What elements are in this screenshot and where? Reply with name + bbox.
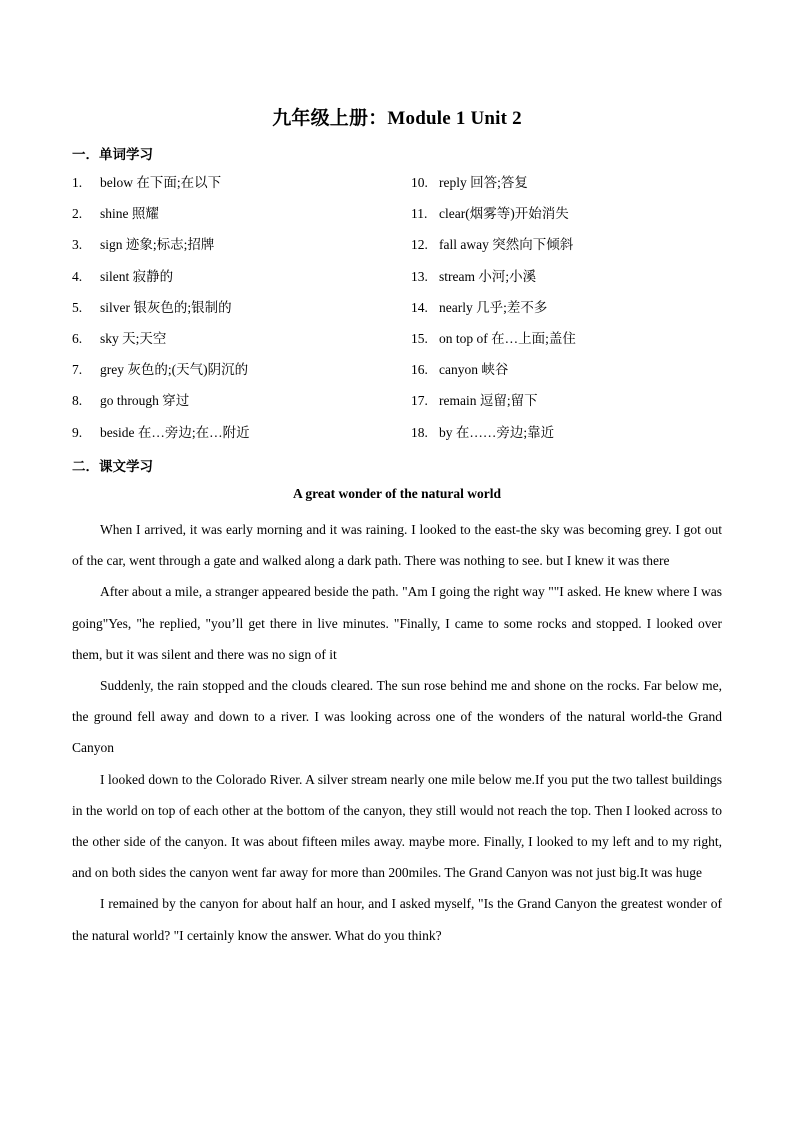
vocab-entry: grey 灰色的;(天气)阴沉的 bbox=[100, 362, 249, 378]
vocab-entry: canyon 峡谷 bbox=[439, 362, 509, 378]
vocab-entry: silent 寂静的 bbox=[100, 268, 174, 284]
vocab-item bbox=[411, 297, 741, 328]
vocab-item bbox=[72, 390, 402, 421]
vocab-number: 4. bbox=[72, 268, 83, 284]
vocab-item bbox=[72, 359, 402, 390]
page-title: 九年级上册：Module 1 Unit 2 bbox=[272, 108, 522, 129]
vocab-item bbox=[411, 359, 741, 390]
vocab-item bbox=[411, 203, 741, 234]
vocab-entry: below 在下面;在以下 bbox=[100, 175, 222, 190]
vocab-entry: reply 回答;答复 bbox=[439, 175, 528, 190]
passage-paragraph: I remained by the canyon for about half an hour, and I asked myself, "Is the Grand Canyon the greatest wonder of the natural world? "I certainly know the answer. What do you think? bbox=[72, 896, 722, 943]
vocab-number: 8. bbox=[72, 393, 83, 409]
vocab-number: 17. bbox=[411, 393, 428, 409]
passage-paragraph: After about a mile, a stranger appeared beside the path. "Am I going the right way ""I asked. He knew where I was going"Yes, "he replied, "you’ll get there in live minutes. "Finally, I came to some rocks and stopped. I looked over them, but it was silent and there was no sign of it bbox=[72, 584, 722, 662]
vocab-item bbox=[72, 172, 402, 203]
vocab-number: 12. bbox=[411, 237, 428, 253]
passage-title: A great wonder of the natural world bbox=[293, 486, 501, 501]
vocab-number: 2. bbox=[72, 206, 83, 222]
section-heading-vocabulary: 一．单词学习 bbox=[72, 147, 153, 163]
vocab-number: 1. bbox=[72, 175, 83, 190]
vocab-entry: go through 穿过 bbox=[100, 393, 190, 409]
passage-paragraph: When I arrived, it was early morning and it was raining. I looked to the east-the sky was becoming grey. I got out of the car, went through a gate and walked along a dark path. There was nothing to see. but I knew it was there bbox=[72, 522, 722, 569]
vocab-item bbox=[411, 422, 741, 453]
passage-body bbox=[72, 514, 722, 951]
vocab-entry: fall away 突然向下倾斜 bbox=[439, 237, 574, 253]
vocab-number: 5. bbox=[72, 299, 83, 315]
vocab-number: 3. bbox=[72, 237, 83, 253]
vocab-item bbox=[411, 172, 741, 203]
section-heading-text-study: 二．课文学习 bbox=[72, 459, 153, 475]
vocabulary-column-right bbox=[411, 172, 741, 453]
vocab-number: 7. bbox=[72, 362, 83, 378]
vocab-number: 10. bbox=[411, 175, 428, 190]
vocab-entry: silver 银灰色的;银制的 bbox=[100, 299, 232, 315]
vocab-item bbox=[411, 234, 741, 265]
vocab-number: 15. bbox=[411, 330, 428, 346]
vocab-item bbox=[72, 328, 402, 359]
vocab-item bbox=[72, 297, 402, 328]
vocab-item bbox=[72, 266, 402, 297]
vocab-item bbox=[72, 203, 402, 234]
passage-paragraph: I looked down to the Colorado River. A silver stream nearly one mile below me.If you put the two tallest buildings in the world on top of each other at the bottom of the canyon, they still would not reach the top. Then I looked across to the other side of the canyon. It was about fifteen miles away. maybe more. Finally, I looked to my left and to my right, and on both sides the canyon went far away for more than 200miles. The Grand Canyon was not just big.It was huge bbox=[72, 771, 722, 881]
vocab-entry: shine 照耀 bbox=[100, 206, 159, 222]
vocab-entry: nearly 几乎;差不多 bbox=[439, 299, 548, 315]
vocab-item bbox=[72, 234, 402, 265]
vocabulary-column-left bbox=[72, 172, 402, 453]
vocab-number: 18. bbox=[411, 424, 428, 440]
passage-paragraph: Suddenly, the rain stopped and the clouds cleared. The sun rose behind me and shone on the rocks. Far below me, the ground fell away and down to a river. I was looking across one of the wonders of the natural world-the Grand Canyon bbox=[72, 678, 722, 756]
vocab-number: 16. bbox=[411, 362, 428, 378]
vocabulary-list bbox=[72, 172, 732, 452]
vocab-number: 9. bbox=[72, 424, 83, 440]
vocab-entry: by 在……旁边;靠近 bbox=[439, 424, 555, 440]
vocab-item bbox=[72, 422, 402, 453]
vocab-entry: sign 迹象;标志;招牌 bbox=[100, 237, 215, 253]
vocab-entry: clear(烟雾等)开始消失 bbox=[439, 206, 569, 222]
vocab-entry: beside 在…旁边;在…附近 bbox=[100, 424, 250, 440]
vocab-entry: stream 小河;小溪 bbox=[439, 268, 537, 284]
vocab-item bbox=[411, 390, 741, 421]
vocab-item bbox=[411, 328, 741, 359]
vocab-entry: remain 逗留;留下 bbox=[439, 393, 538, 409]
vocab-entry: sky 天;天空 bbox=[100, 330, 167, 346]
vocab-number: 11. bbox=[411, 206, 428, 222]
vocab-number: 13. bbox=[411, 268, 428, 284]
vocab-number: 6. bbox=[72, 330, 83, 346]
vocab-item bbox=[411, 266, 741, 297]
vocab-entry: on top of 在…上面;盖住 bbox=[439, 330, 576, 346]
vocab-number: 14. bbox=[411, 299, 428, 315]
